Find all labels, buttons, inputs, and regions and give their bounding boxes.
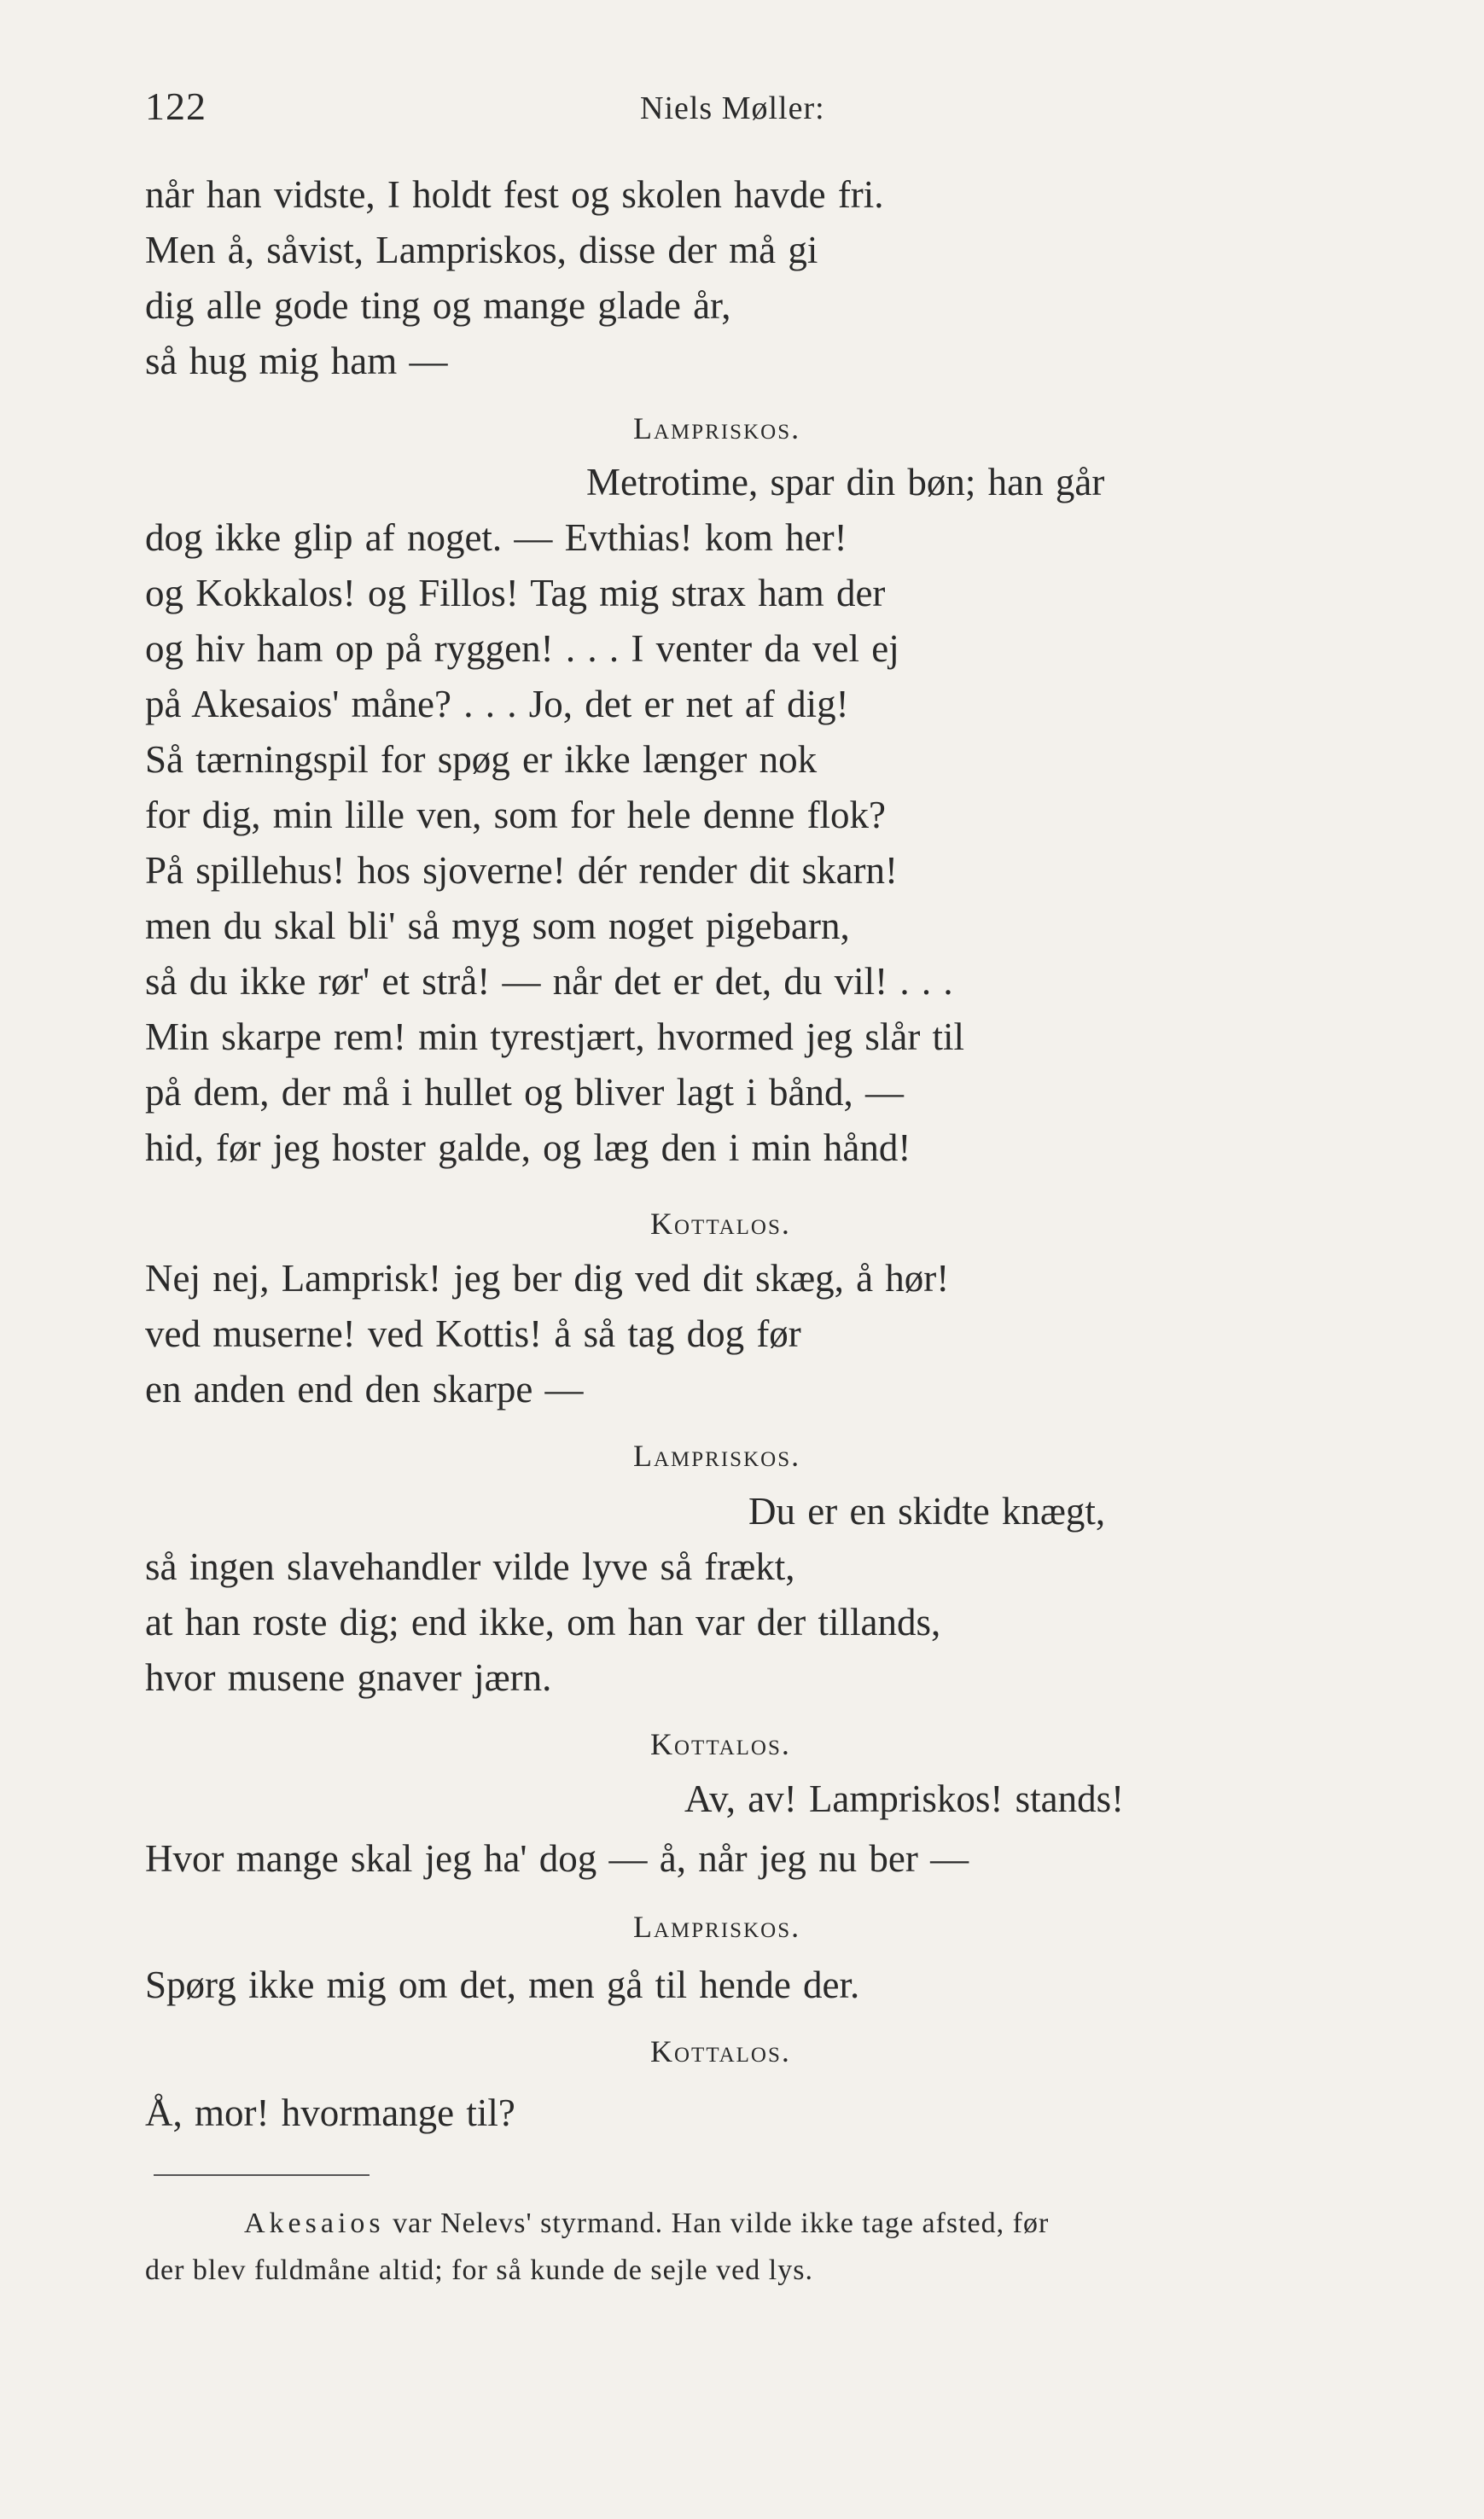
verse-line: så hug mig ham — <box>145 340 448 382</box>
speaker-name: Kottalos. <box>650 1207 791 1241</box>
verse-line: Å, mor! hvormange til? <box>145 2091 515 2134</box>
verse-line: så ingen slavehandler vilde lyve så frækt, <box>145 1545 795 1588</box>
verse-line: når han vidste, I holdt fest og skolen havde fri. <box>145 173 884 216</box>
verse-line: hvor musene gnaver jærn. <box>145 1656 552 1699</box>
footnote-line: der blev fuldmåne altid; for så kunde de sejle ved lys. <box>145 2254 813 2286</box>
verse-line: ved muserne! ved Kottis! å så tag dog før <box>145 1312 801 1355</box>
footnote-text: var Nelevs' styrmand. Han vilde ikke tage afsted, før <box>393 2208 1050 2239</box>
verse-line: Hvor mange skal jeg ha' dog — å, når jeg nu ber — <box>145 1837 969 1880</box>
verse-line: og Kokkalos! og Fillos! Tag mig strax ham der <box>145 572 886 614</box>
verse-line: Men å, såvist, Lampriskos, disse der må gi <box>145 229 818 271</box>
verse-line: at han roste dig; end ikke, om han var der tillands, <box>145 1601 941 1643</box>
footnote-term: Akesaios <box>244 2208 385 2239</box>
speaker-name: Lampriskos. <box>633 1439 801 1473</box>
verse-line: for dig, min lille ven, som for hele denne flok? <box>145 794 887 836</box>
verse-line: på Akesaios' måne? . . . Jo, det er net af dig! <box>145 683 849 725</box>
verse-line: hid, før jeg hoster galde, og læg den i min hånd! <box>145 1126 911 1169</box>
verse-line: men du skal bli' så myg som noget pigebarn, <box>145 905 850 947</box>
page-header <box>145 81 1331 132</box>
verse-line: Spørg ikke mig om det, men gå til hende der. <box>145 1963 860 2006</box>
verse-line: Så tærningspil for spøg er ikke længer nok <box>145 738 818 781</box>
speaker-name: Lampriskos. <box>633 1910 801 1944</box>
verse-line: så du ikke rør' et strå! — når det er det, du vil! . . . <box>145 960 953 1003</box>
verse-line: en anden end den skarpe — <box>145 1368 584 1411</box>
running-head: Niels Møller: <box>640 90 825 126</box>
footnote-line <box>244 2203 1049 2244</box>
verse-line: Av, av! Lampriskos! stands! <box>684 1777 1125 1820</box>
verse-line: dig alle gode ting og mange glade år, <box>145 284 731 327</box>
verse-line: dog ikke glip af noget. — Evthias! kom her! <box>145 516 847 559</box>
verse-line: Nej nej, Lamprisk! jeg ber dig ved dit skæg, å hør! <box>145 1257 950 1300</box>
verse-line: Du er en skidte knægt, <box>748 1490 1106 1533</box>
verse-line: og hiv ham op på ryggen! . . . I venter da vel ej <box>145 627 899 670</box>
speaker-name: Kottalos. <box>650 2034 791 2068</box>
verse-line: på dem, der må i hullet og bliver lagt i bånd, — <box>145 1071 905 1114</box>
verse-line: På spillehus! hos sjoverne! dér render dit skarn! <box>145 849 899 892</box>
footnote-rule <box>154 2174 370 2176</box>
speaker-name: Kottalos. <box>650 1727 791 1761</box>
verse-line: Min skarpe rem! min tyrestjært, hvormed jeg slår til <box>145 1015 965 1058</box>
page-number: 122 <box>145 84 207 128</box>
speaker-name: Lampriskos. <box>633 411 801 445</box>
verse-line: Metrotime, spar din bøn; han går <box>586 461 1105 503</box>
